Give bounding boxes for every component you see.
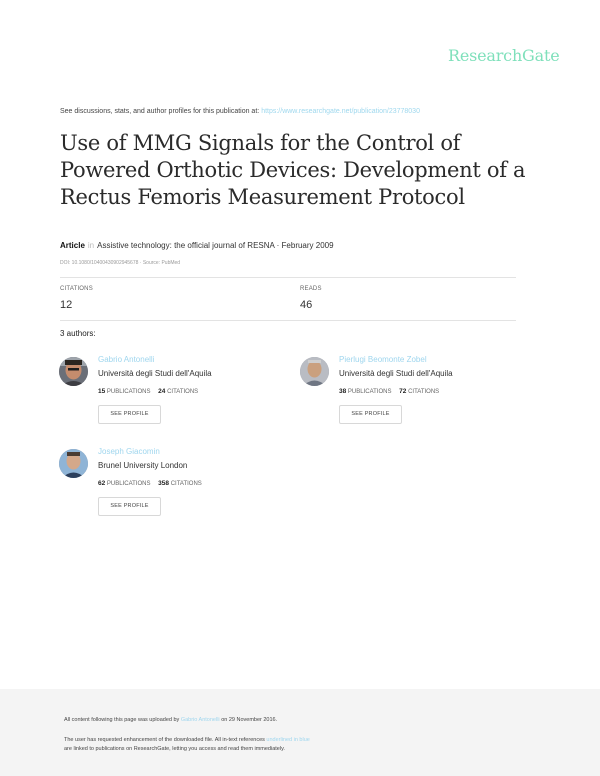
see-profile-button[interactable]: SEE PROFILE xyxy=(98,497,161,516)
publications-label: PUBLICATIONS xyxy=(106,481,151,487)
author-name[interactable]: Joseph Giacomin xyxy=(98,447,160,456)
author-stats xyxy=(339,388,439,395)
underlined-in-blue-text: underlined in blue xyxy=(266,737,310,743)
footer-linked-line: are linked to publications on ResearchGate, letting you access and read them immediately. xyxy=(64,746,285,752)
publication-meta xyxy=(60,241,334,250)
author-stats xyxy=(98,480,202,487)
footer-enhancement-line xyxy=(64,737,310,743)
publications-count: 62 xyxy=(98,480,106,487)
footer-panel xyxy=(0,689,600,776)
avatar[interactable] xyxy=(59,449,88,478)
author-citations-label: CITATIONS xyxy=(170,481,202,487)
author-name[interactable]: Pierlugi Beomonte Zobel xyxy=(339,355,427,364)
see-discussions-line xyxy=(60,108,420,115)
author-affiliation: Università degli Studi dell'Aquila xyxy=(339,369,453,378)
citations-count: 12 xyxy=(60,299,73,311)
author-affiliation: Brunel University London xyxy=(98,461,188,470)
publication-url-link[interactable]: https://www.researchgate.net/publication/23778030 xyxy=(261,108,420,115)
divider xyxy=(60,320,516,321)
author-citations-count: 358 xyxy=(158,480,170,487)
reads-count: 46 xyxy=(300,299,313,311)
publications-label: PUBLICATIONS xyxy=(347,389,392,395)
footer-upload-date: on 29 November 2016. xyxy=(221,717,278,723)
author-citations-count: 72 xyxy=(399,388,407,395)
author-affiliation: Università degli Studi dell'Aquila xyxy=(98,369,212,378)
footer-upload-line xyxy=(64,717,277,723)
see-profile-button[interactable]: SEE PROFILE xyxy=(339,405,402,424)
doi-source: DOI: 10.1080/10400430902945678 · Source: PubMed xyxy=(60,260,181,266)
in-label: in xyxy=(87,241,95,250)
see-profile-button[interactable]: SEE PROFILE xyxy=(98,405,161,424)
journal-name[interactable]: Assistive technology: the official journal of RESNA · February 2009 xyxy=(97,241,334,250)
researchgate-logo[interactable]: ResearchGate xyxy=(448,46,560,65)
publications-label: PUBLICATIONS xyxy=(106,389,151,395)
publication-title: Use of MMG Signals for the Control of Powered Orthotic Devices: Development of a Rectus Femoris Measurement Protocol xyxy=(60,131,526,209)
author-citations-count: 24 xyxy=(158,388,166,395)
publications-count: 15 xyxy=(98,388,106,395)
uploader-link[interactable]: Gabrio Antonelli xyxy=(180,717,220,723)
author-citations-label: CITATIONS xyxy=(167,389,199,395)
reads-label: READS xyxy=(300,286,322,292)
citations-label: CITATIONS xyxy=(60,286,93,292)
divider xyxy=(60,277,516,278)
publications-count: 38 xyxy=(339,388,347,395)
avatar[interactable] xyxy=(59,357,88,386)
footer-enhancement-text: The user has requested enhancement of the downloaded file. All in-text references xyxy=(64,737,265,743)
author-name[interactable]: Gabrio Antonelli xyxy=(98,355,155,364)
author-stats xyxy=(98,388,198,395)
publication-type: Article xyxy=(60,241,85,250)
avatar[interactable] xyxy=(300,357,329,386)
see-discussions-text: See discussions, stats, and author profiles for this publication at: xyxy=(60,108,260,115)
author-citations-label: CITATIONS xyxy=(408,389,440,395)
footer-upload-text: All content following this page was uploaded by xyxy=(64,717,180,723)
authors-header: 3 authors: xyxy=(60,329,96,338)
